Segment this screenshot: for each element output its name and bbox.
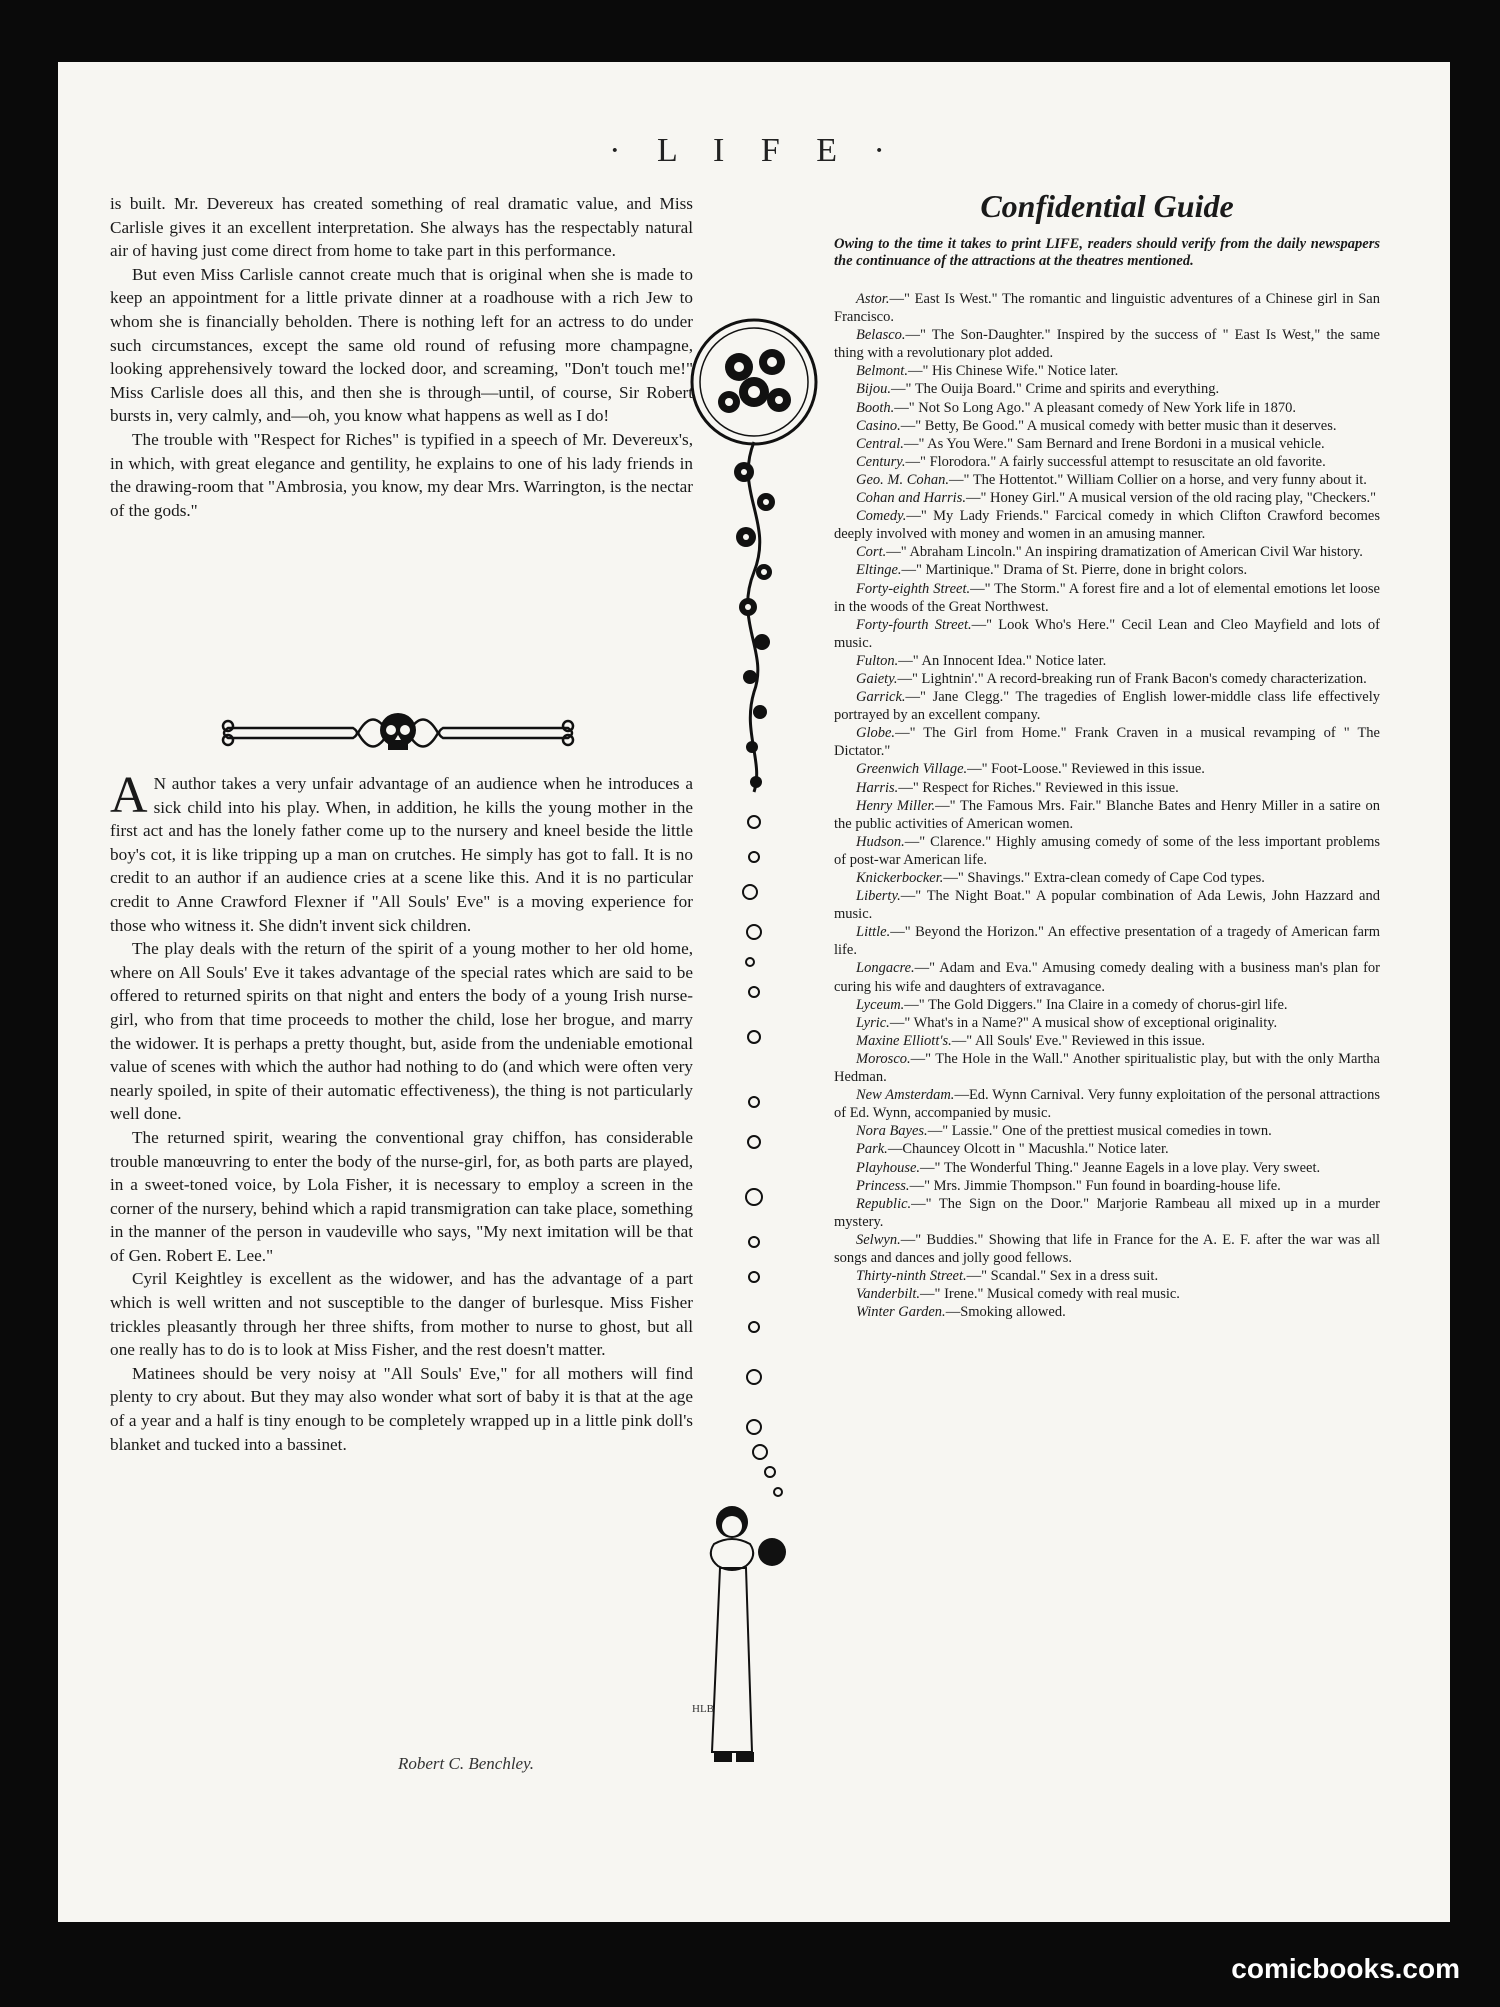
magazine-page	[58, 62, 1450, 1922]
guide-entry	[834, 869, 1380, 887]
guide-entry-text: —" An Innocent Idea." Notice later.	[898, 652, 1107, 669]
guide-theatre-name: Vanderbilt.	[856, 1286, 921, 1303]
floral-garland-illustration	[684, 292, 824, 1812]
guide-entry-text: —Ed. Wynn Carnival. Very funny exploitation of the personal attractions of Ed. Wynn, accompanied by music.	[834, 1087, 1381, 1122]
guide-intro: Owing to the time it takes to print LIFE, readers should verify from the daily newspapers the continuance of the attractions at the theatres mentioned.	[834, 236, 1380, 269]
guide-entry-text: —" Not So Long Ago." A pleasant comedy of New York life in 1870.	[894, 399, 1296, 416]
guide-theatre-name: Henry Miller.	[856, 797, 936, 814]
watermark: comicbooks.com	[1231, 1953, 1460, 1984]
guide-theatre-name: Morosco.	[856, 1050, 911, 1067]
guide-entry-text: —" Abraham Lincoln." An inspiring dramatization of American Civil War history.	[886, 544, 1363, 561]
guide-theatre-name: Eltinge.	[856, 562, 902, 579]
guide-entry	[834, 1140, 1380, 1158]
guide-theatre-name: Belasco.	[856, 327, 906, 344]
guide-entry	[834, 543, 1380, 561]
guide-entry-text: —" Jane Clegg." The tragedies of English lower-middle class life effectively portrayed by an excellent company.	[834, 689, 1380, 724]
guide-entry	[834, 580, 1380, 616]
guide-entry	[834, 1267, 1380, 1285]
guide-theatre-name: Knickerbocker.	[856, 870, 944, 886]
guide-entry	[834, 887, 1380, 923]
guide-entry-text: —" Florodora." A fairly successful attempt to resuscitate an old favorite.	[905, 453, 1326, 470]
guide-theatre-name: Globe.	[856, 725, 896, 742]
guide-entry-text: —" All Souls' Eve." Reviewed in this issue.	[951, 1032, 1206, 1049]
guide-entry-text: —" The Gold Diggers." Ina Claire in a comedy of chorus-girl life.	[904, 996, 1288, 1013]
guide-entry-text: —" The Girl from Home." Frank Craven in a musical revamping of " The Dictator."	[834, 725, 1380, 760]
guide-entry-text: —" The Hottentot." William Collier on a horse, and very funny about it.	[949, 471, 1367, 488]
guide-entry	[834, 561, 1380, 579]
guide-entry-text: —" What's in a Name?" A musical show of exceptional originality.	[889, 1014, 1278, 1031]
guide-entry-text: —" Foot-Loose." Reviewed in this issue.	[967, 761, 1205, 778]
guide-theatre-name: Thirty-ninth Street.	[856, 1268, 967, 1285]
guide-entry	[834, 1231, 1380, 1267]
guide-theatre-name: Hudson.	[856, 833, 905, 850]
guide-entry-text: —" The Son-Daughter." Inspired by the success of " East Is West," the same thing with a revolutionary plot added.	[834, 327, 1380, 362]
guide-theatre-name: Playhouse.	[856, 1159, 921, 1176]
guide-entry	[834, 760, 1380, 778]
guide-theatre-name: Belmont.	[856, 363, 908, 380]
skull-icon	[380, 713, 416, 750]
guide-entry	[834, 453, 1380, 471]
guide-entry	[834, 1159, 1380, 1177]
guide-entry	[834, 833, 1380, 869]
guide-entry-text: —" Betty, Be Good." A musical comedy with better music than it deserves.	[900, 417, 1337, 434]
guide-title: Confidential Guide	[980, 188, 1234, 224]
guide-entry	[834, 1285, 1380, 1303]
drop-cap: A	[110, 767, 148, 824]
pierrot-figure-icon	[711, 1506, 786, 1762]
guide-entry	[834, 1014, 1380, 1032]
guide-theatre-name: Little.	[856, 924, 891, 941]
guide-theatre-name: Bijou.	[856, 381, 892, 398]
guide-entry-text: —" As You Were." Sam Bernard and Irene Bordoni in a musical vehicle.	[903, 435, 1325, 452]
guide-theatre-name: Comedy.	[856, 508, 907, 525]
review-paragraph: Cyril Keightley is excellent as the widower, and has the advantage of a part which is well written and not susceptible to the danger of burlesque. Miss Fisher trickles pleasantly through her three shifts, from mother to nurse to ghost, but all one really has to do is to look at Miss Fisher, and the rest doesn't matter.	[110, 1269, 693, 1360]
guide-entry-text: —" Respect for Riches." Reviewed in this issue.	[898, 779, 1179, 796]
guide-theatre-name: Cohan and Harris.	[856, 490, 966, 507]
guide-theatre-name: Princess.	[856, 1177, 910, 1194]
guide-theatre-name: Liberty.	[856, 888, 901, 905]
review-paragraph: The play deals with the return of the spirit of a young mother to her old home, where on All Souls' Eve it takes advantage of the special rates which are said to be offered to returned spirits on that night and enters the body of a young Irish nurse-girl, who from that time proceeds to mother the child, lose her brogue, and marry the widower. It is perhaps a pretty thought, but, aside from the undeniable emotional value of scenes with which the author had nothing to do (and which were often very nearly spoiled, in spite of their automatic effectiveness), the thing is not particularly well done.	[110, 939, 693, 1124]
guide-entry-text: —" The Sign on the Door." Marjorie Rambeau all mixed up in a murder mystery.	[834, 1195, 1380, 1230]
guide-entry	[834, 1122, 1380, 1140]
guide-entry-text: —" The Hole in the Wall." Another spiritualistic play, but with the only Martha Hedman.	[834, 1050, 1380, 1086]
guide-entry-text: —" Lightnin'." A record-breaking run of Frank Bacon's comedy characterization.	[897, 670, 1367, 687]
guide-entry	[834, 616, 1380, 652]
guide-theatre-name: Nora Bayes.	[856, 1123, 928, 1140]
guide-theatre-name: Lyric.	[856, 1014, 890, 1031]
guide-entry	[834, 797, 1380, 833]
guide-entry-text: —" Adam and Eva." Amusing comedy dealing with a business man's plan for curing his wife and daughters of extravagance.	[834, 960, 1380, 995]
review-column-bottom	[110, 767, 693, 1456]
guide-theatre-name: Winter Garden.	[856, 1304, 946, 1321]
guide-entry-text: —" The Storm." A forest fire and a lot of elemental emotions let loose in the woods of the Great Northwest.	[834, 580, 1380, 615]
guide-theatre-name: Selwyn.	[856, 1231, 901, 1248]
guide-theatre-name: Longacre.	[856, 960, 915, 977]
guide-entry	[834, 290, 1380, 326]
guide-entry	[834, 435, 1380, 453]
review-paragraph-lead: A N author takes a very unfair advantage of an audience when he introduces a sick child into his play. When, in addition, he kills the young mother in the first act and has the lonely father come up to the nursery and kneel beside the little boy's cot, it is like tripping up a man on crutches. He simply has got to fall. It is no credit to an author if an audience cries at a scene like this. And it is no particular credit to Anne Crawford Flexner if "All Souls' Eve" is a moving experience for those who witness it. She didn't invent sick children.	[110, 767, 693, 935]
guide-entry-text: —" Buddies." Showing that life in France for the A. E. F. after the war was all songs and dances and jolly good fellows.	[834, 1231, 1380, 1266]
guide-entry-text: —" Look Who's Here." Cecil Lean and Cleo Mayfield and lots of music.	[834, 616, 1380, 651]
review-paragraph: The trouble with "Respect for Riches" is typified in a speech of Mr. Devereux's, in which, with great elegance and gentility, he explains to one of his lady friends in the drawing-room that "Ambrosia, you know, my dear Mrs. Warrington, is the nectar of the gods."	[110, 429, 693, 520]
guide-theatre-name: Central.	[856, 435, 904, 452]
guide-theatre-name: Maxine Elliott's.	[856, 1032, 952, 1049]
guide-theatre-name: Gaiety.	[856, 670, 898, 687]
guide-list	[834, 290, 1380, 1321]
review-paragraph: But even Miss Carlisle cannot create much that is original when she is made to keep an appointment for a little private dinner at a roadhouse with a rich Jew to whom she is financially beholden. There is nothing left for an actress to do under such circumstances, except the same old round of refusing more champagne, looking apprehensively toward the locked door, and screaming, "Don't touch me!" Miss Carlisle does all this, and then she is through—until, of course, Sir Robert bursts in, very calmly, and—oh, you know what happens as well as I do!	[110, 264, 693, 426]
guide-entry-text: —" Beyond the Horizon." An effective presentation of a tragedy of American farm life.	[834, 924, 1380, 959]
guide-entry-text: —" Shavings." Extra-clean comedy of Cape Cod types.	[943, 870, 1265, 886]
guide-theatre-name: Fulton.	[856, 652, 899, 669]
review-paragraph: is built. Mr. Devereux has created something of real dramatic value, and Miss Carlisle gives it an excellent interpretation. She always has the respectably natural air of having just come direct from home to take part in this performance.	[110, 194, 693, 261]
guide-entry	[834, 670, 1380, 688]
guide-entry-text: —" The Night Boat." A popular combination of Ada Lewis, John Hazzard and music.	[834, 888, 1380, 923]
illustrator-initials: HLB	[692, 1703, 714, 1715]
guide-entry-text: —" Clarence." Highly amusing comedy of some of the less important problems of post-war American life.	[834, 833, 1380, 868]
guide-theatre-name: Geo. M. Cohan.	[856, 471, 950, 488]
guide-entry	[834, 652, 1380, 670]
guide-entry-text: —" East Is West." The romantic and linguistic adventures of a Chinese girl in San Francisco.	[834, 291, 1380, 326]
guide-theatre-name: Harris.	[856, 779, 899, 796]
guide-entry	[834, 1032, 1380, 1050]
guide-entry-text: —" My Lady Friends." Farcical comedy in which Clifton Crawford becomes deeply involved with money and women in an amusing manner.	[834, 508, 1380, 543]
guide-theatre-name: Greenwich Village.	[856, 761, 968, 778]
guide-entry	[834, 326, 1380, 362]
guide-entry	[834, 724, 1380, 760]
guide-entry	[834, 380, 1380, 398]
guide-entry	[834, 399, 1380, 417]
guide-entry-text: —" His Chinese Wife." Notice later.	[907, 363, 1119, 380]
review-paragraph: Matinees should be very noisy at "All Souls' Eve," for all mothers will find plenty to cry about. But they may also wonder what sort of baby it is that at the age of a year and a half is tiny enough to be completely wrapped up in a little pink doll's blanket and tucked into a bassinet.	[110, 1363, 693, 1454]
guide-entry	[834, 417, 1380, 435]
guide-entry	[834, 1195, 1380, 1231]
guide-theatre-name: Republic.	[856, 1195, 912, 1212]
review-column-top	[110, 192, 693, 522]
guide-theatre-name: New Amsterdam.	[856, 1087, 955, 1104]
guide-entry-text: —" The Famous Mrs. Fair." Blanche Bates and Henry Miller in a satire on the public activities of American women.	[834, 797, 1381, 832]
guide-theatre-name: Forty-fourth Street.	[856, 616, 972, 633]
guide-theatre-name: Booth.	[856, 399, 895, 416]
guide-entry-text: —Chauncey Olcott in " Macushla." Notice later.	[887, 1141, 1169, 1158]
guide-entry	[834, 779, 1380, 797]
guide-theatre-name: Garrick.	[856, 689, 906, 706]
guide-entry	[834, 507, 1380, 543]
guide-entry-text: —" Mrs. Jimmie Thompson." Fun found in boarding-house life.	[909, 1177, 1281, 1194]
guide-theatre-name: Century.	[856, 453, 906, 470]
guide-entry	[834, 1303, 1380, 1321]
guide-entry	[834, 489, 1380, 507]
guide-theatre-name: Astor.	[856, 291, 890, 307]
guide-entry	[834, 471, 1380, 489]
guide-entry	[834, 996, 1380, 1014]
guide-theatre-name: Casino.	[856, 417, 901, 434]
guide-entry-text: —" The Wonderful Thing." Jeanne Eagels in a love play. Very sweet.	[920, 1159, 1321, 1176]
guide-entry	[834, 959, 1380, 995]
guide-entry-text: —" Honey Girl." A musical version of the old racing play, "Checkers."	[965, 490, 1377, 507]
review-paragraph: The returned spirit, wearing the conventional gray chiffon, has considerable trouble manœuvring to enter the body of the nurse-girl, for, as both parts are played, in a sweet-toned voice, by Lola Fisher, it is necessary to employ a screen in the corner of the nursery, behind which a rapid transmigration can take place, something in the manner of the person in vaudeville who says, "My next imitation will be that of Gen. Robert E. Lee."	[110, 1127, 693, 1265]
guide-entry-text: —" Martinique." Drama of St. Pierre, done in bright colors.	[901, 562, 1248, 579]
page-header: · L I F E ·	[609, 132, 899, 169]
guide-entry	[834, 362, 1380, 380]
guide-entry-text: —" The Ouija Board." Crime and spirits and everything.	[891, 381, 1220, 398]
guide-entry-text: —Smoking allowed.	[945, 1304, 1066, 1321]
guide-entry-text: —" Irene." Musical comedy with real music.	[920, 1286, 1180, 1303]
guide-theatre-name: Park.	[856, 1141, 888, 1158]
guide-entry-text: —" Scandal." Sex in a dress suit.	[966, 1268, 1159, 1285]
guide-entry	[834, 923, 1380, 959]
guide-theatre-name: Cort.	[856, 544, 887, 561]
author-signature: Robert C. Benchley.	[398, 1754, 534, 1773]
guide-entry	[834, 688, 1380, 724]
guide-entry-text: —" Lassie." One of the prettiest musical comedies in town.	[927, 1123, 1272, 1140]
guide-entry	[834, 1086, 1380, 1122]
guide-entry	[834, 1177, 1380, 1195]
guide-entry	[834, 1050, 1380, 1086]
guide-theatre-name: Forty-eighth Street.	[856, 580, 971, 597]
skull-and-bones-divider	[218, 708, 578, 758]
guide-theatre-name: Lyceum.	[856, 996, 905, 1013]
